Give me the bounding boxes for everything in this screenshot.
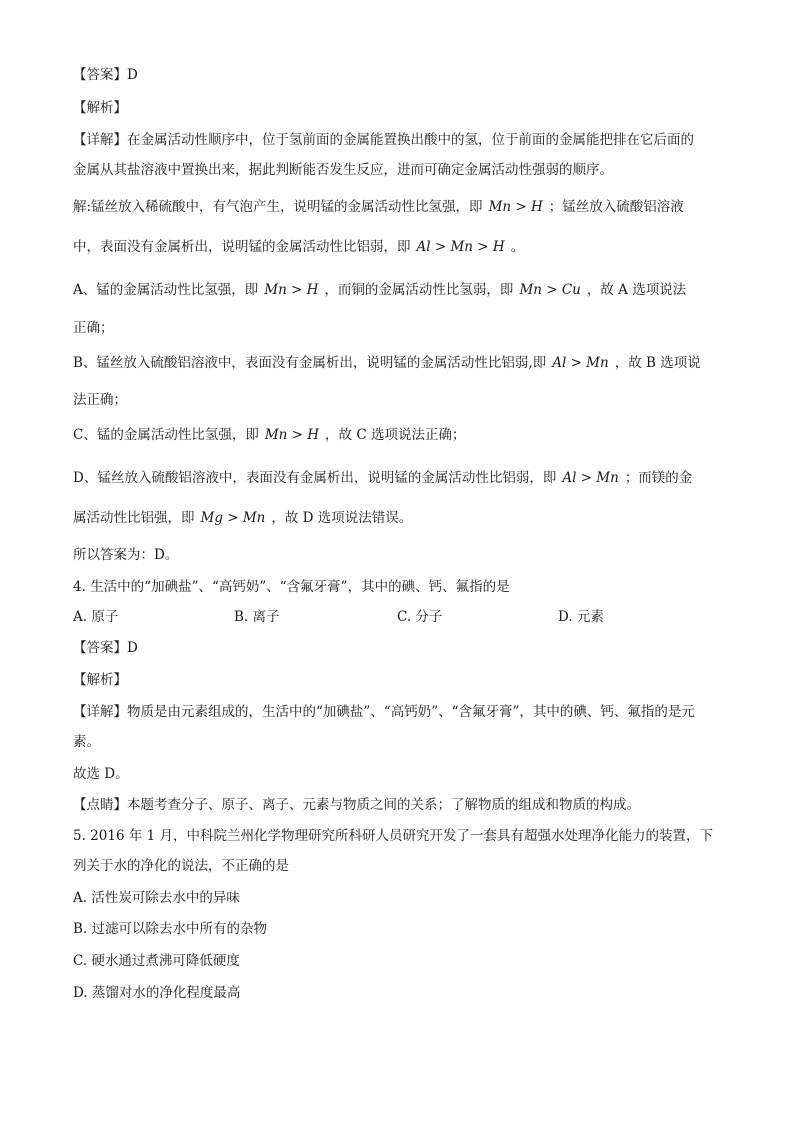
q3-option-b-line-1 bbox=[73, 353, 701, 373]
q3-option-d-line-1 bbox=[73, 468, 692, 488]
q5-stem-line-1: 5. 2016 年 1 月，中科院兰州化学物理研究所科研人员研究开发了一套具有超强水处理净化能力的装置，下 bbox=[73, 828, 713, 844]
q4-conclusion: 故选 D。 bbox=[73, 766, 129, 782]
q5-option-c: C. 硬水通过煮沸可降低硬度 bbox=[73, 953, 240, 969]
text: ；锰丝放入硫酸铝溶液 bbox=[548, 199, 684, 215]
q3-option-c-line bbox=[73, 425, 465, 445]
text: ；而镁的金 bbox=[624, 470, 693, 486]
q5-option-a: A. 活性炭可除去水中的异味 bbox=[73, 890, 240, 906]
text: ，故 C 选项说法正确； bbox=[325, 427, 466, 443]
math-expression: Al > Mn bbox=[552, 355, 609, 371]
q3-option-b-line-2: 法正确； bbox=[73, 392, 127, 408]
math-expression: Al > Mn bbox=[562, 470, 619, 486]
q3-answer: 【答案】D bbox=[73, 67, 138, 83]
q4-option-d: D. 元素 bbox=[558, 609, 604, 625]
text: B、锰丝放入硫酸铝溶液中，表面没有金属析出，说明锰的金属活动性比铝弱,即 bbox=[73, 355, 547, 371]
text: C、锰的金属活动性比氢强，即 bbox=[73, 427, 259, 443]
text: ，故 D 选项说法错误。 bbox=[271, 510, 413, 526]
text: ，而铜的金属活动性比氢弱，即 bbox=[324, 282, 514, 298]
q4-option-a: A. 原子 bbox=[73, 609, 119, 625]
q3-analysis-heading: 【解析】 bbox=[73, 100, 127, 116]
q4-option-b: B. 离子 bbox=[234, 609, 280, 625]
q3-option-a-line-2: 正确； bbox=[73, 320, 114, 336]
math-expression: Mn > H bbox=[488, 199, 543, 215]
math-expression: Mn > H bbox=[264, 427, 320, 443]
q3-option-a-line-1 bbox=[73, 280, 686, 300]
q4-detail-line-1: 【详解】物质是由元素组成的，生活中的“加碘盐”、“高钙奶”、“含氟牙膏”，其中的碘、钙、氟指的是元 bbox=[73, 704, 695, 720]
q4-analysis-heading: 【解析】 bbox=[73, 672, 127, 688]
math-expression: Mn > H bbox=[264, 282, 319, 298]
q3-detail-line-2: 金属从其盐溶液中置换出来，据此判断能否发生反应，进而可确定金属活动性强弱的顺序。 bbox=[73, 162, 613, 178]
q3-solution-line-2 bbox=[73, 237, 524, 257]
q3-option-d-line-2 bbox=[73, 508, 412, 528]
q3-solution-line-1 bbox=[73, 197, 684, 217]
q4-option-c: C. 分子 bbox=[397, 609, 443, 625]
text: D、锰丝放入硫酸铝溶液中，表面没有金属析出，说明锰的金属活动性比铝弱，即 bbox=[73, 470, 557, 486]
q5-option-b: B. 过滤可以除去水中所有的杂物 bbox=[73, 921, 268, 937]
q4-detail-line-2: 素。 bbox=[73, 734, 100, 750]
q5-option-d: D. 蒸馏对水的净化程度最高 bbox=[73, 985, 241, 1001]
math-expression: Mn > Cu bbox=[519, 282, 581, 298]
q4-answer: 【答案】D bbox=[73, 640, 138, 656]
text: ，故 A 选项说法 bbox=[586, 282, 687, 298]
text: ，故 B 选项说 bbox=[614, 355, 701, 371]
text: A、锰的金属活动性比氢强，即 bbox=[73, 282, 259, 298]
text: 解:锰丝放入稀硫酸中，有气泡产生，说明锰的金属活动性比氢强，即 bbox=[73, 199, 483, 215]
q3-detail-line-1: 【详解】在金属活动性顺序中，位于氢前面的金属能置换出酸中的氢，位于前面的金属能把排在它后面的 bbox=[73, 132, 694, 148]
q4-comment: 【点睛】本题考查分子、原子、离子、元素与物质之间的关系；了解物质的组成和物质的构成。 bbox=[73, 797, 640, 813]
q4-stem: 4. 生活中的“加碘盐”、“高钙奶”、“含氟牙膏”，其中的碘、钙、氟指的是 bbox=[73, 579, 510, 595]
q5-stem-line-2: 列关于水的净化的说法，不正确的是 bbox=[73, 858, 289, 874]
text: 。 bbox=[510, 239, 525, 255]
text: 属活动性比铝强，即 bbox=[73, 510, 195, 526]
q3-conclusion: 所以答案为：D。 bbox=[73, 547, 179, 563]
math-expression: Mg > Mn bbox=[200, 510, 266, 526]
math-expression: Al > Mn > H bbox=[416, 239, 505, 255]
text: 中，表面没有金属析出，说明锰的金属活动性比铝弱，即 bbox=[73, 239, 411, 255]
